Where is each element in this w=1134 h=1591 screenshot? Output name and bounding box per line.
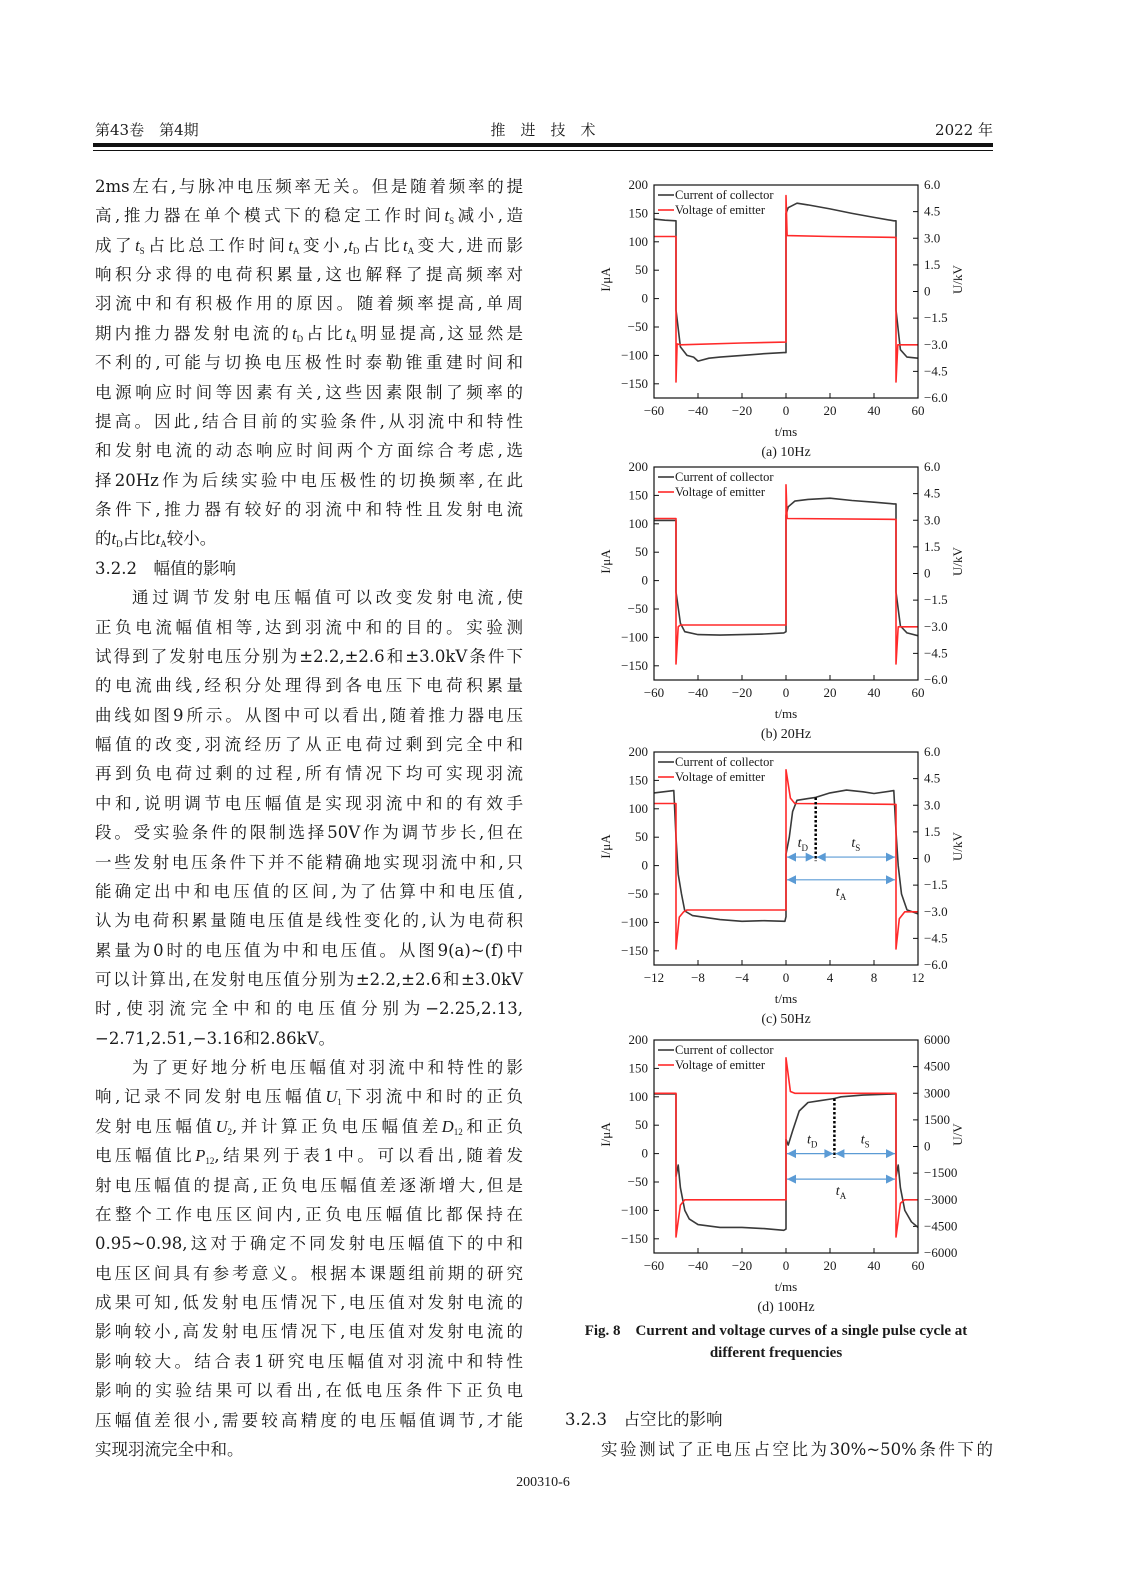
y-tick-label: 50 — [635, 544, 648, 560]
y2-tick-label: −4.5 — [924, 363, 948, 379]
y-axis-title: I/μA — [598, 1122, 613, 1147]
x-tick-label: 0 — [782, 1258, 790, 1273]
text-line: 电压幅值比$P_{12}$,结果列于表1中。可以看出,随着发 — [95, 1146, 523, 1167]
label-t-d-variable: t — [797, 836, 802, 852]
y-tick-label: −150 — [621, 657, 648, 673]
math-subscript: A — [293, 245, 300, 256]
arrow-t-d-head-right — [824, 1149, 833, 1158]
y2-tick-label: 6.0 — [924, 744, 941, 759]
chart-b-20hz — [590, 452, 970, 742]
y2-axis-title: U/V — [950, 1123, 965, 1146]
y2-tick-label: −3.0 — [924, 618, 948, 634]
y-tick-label: 150 — [628, 1060, 648, 1076]
x-tick-label: 20 — [823, 685, 837, 700]
x-tick-label: −60 — [643, 1258, 665, 1273]
label-t-d — [798, 836, 809, 853]
label-t-s-variable: t — [860, 1132, 865, 1148]
text-line: 射电压幅值的提高,正负电压幅值差逐渐增大,但是 — [95, 1175, 523, 1195]
x-tick-label: −20 — [731, 685, 753, 700]
voltage-series-line — [654, 485, 918, 664]
y-axis-title: I/μA — [598, 834, 613, 859]
math-variable: P — [195, 1146, 206, 1166]
x-tick-label: 12 — [911, 970, 925, 985]
x-tick-label: 4 — [826, 970, 834, 985]
y2-tick-label: −1.5 — [924, 310, 948, 326]
x-tick-label: 0 — [782, 685, 790, 700]
text-line: 在整个工作电压区间内,正负电压幅值比都保持在 — [95, 1204, 523, 1224]
subfigure-caption: (d) 100Hz — [757, 1300, 815, 1315]
voltage-series-line — [654, 196, 918, 382]
y2-tick-label: 3.0 — [924, 512, 941, 528]
subfigure-caption: (c) 50Hz — [761, 1012, 811, 1027]
label-t-s — [851, 836, 860, 853]
math-subscript: D — [296, 333, 304, 344]
y-axis-title: I/μA — [598, 267, 613, 292]
y-tick-label: 100 — [628, 800, 648, 816]
y2-tick-label: 4500 — [924, 1058, 950, 1074]
x-tick-label: −8 — [691, 970, 705, 985]
header-rule-thick — [93, 143, 993, 147]
y-tick-label: 100 — [628, 1088, 648, 1104]
y-tick-label: 200 — [628, 459, 648, 474]
label-t-s-variable: t — [851, 836, 856, 852]
math-variable: t — [292, 323, 297, 343]
arrow-t-a-head-left — [787, 875, 796, 884]
y2-tick-label: 3.0 — [924, 797, 941, 813]
text-line: 羽流中和有积极作用的原因。随着频率提高,单周 — [95, 294, 523, 314]
y2-tick-label: −6.0 — [924, 390, 948, 405]
label-t-a — [836, 885, 847, 902]
y-tick-label: 150 — [628, 205, 648, 221]
y-tick-label: 150 — [628, 772, 648, 788]
arrow-t-d-head-right — [806, 853, 815, 862]
header-journal-title: 推 进 技 术 — [490, 121, 596, 139]
x-tick-label: −60 — [643, 403, 665, 418]
text-line: 曲线如图9所示。从图中可以看出,随着推力器电压 — [95, 705, 523, 725]
y2-tick-label: 4.5 — [924, 485, 941, 501]
text-line: 的电流曲线,经积分处理得到各电压下电荷积累量 — [95, 676, 523, 696]
math-variable: t — [444, 206, 450, 226]
arrow-t-a-head-left — [787, 1175, 796, 1184]
text-line: 响积分求得的电荷积累量,这也解释了提高频率对 — [95, 265, 523, 285]
y-tick-label: 50 — [635, 262, 648, 278]
y-tick-label: −50 — [627, 886, 648, 901]
label-t-s — [861, 1133, 870, 1150]
y2-tick-label: −3.0 — [924, 336, 948, 352]
chart-d-100hz — [590, 1025, 970, 1315]
arrow-t-s-head-left — [817, 853, 826, 862]
label-t-d-subscript: D — [801, 843, 809, 854]
x-tick-label: 0 — [782, 970, 790, 985]
text-line: 的$t_D$占比$t_A$较小。 — [95, 529, 217, 550]
y2-tick-label: −6000 — [924, 1245, 958, 1260]
figure-caption-line1: Fig. 8 Current and voltage curves of a single pulse cycle at — [584, 1323, 968, 1339]
y2-tick-label: −6.0 — [924, 957, 948, 972]
x-axis-title: t/ms — [774, 706, 798, 721]
y2-tick-label: 4.5 — [924, 770, 941, 786]
y-tick-label: −150 — [621, 942, 648, 958]
y2-tick-label: 0 — [924, 1138, 931, 1154]
voltage-series-line — [654, 770, 918, 949]
math-subscript: D — [352, 245, 360, 256]
x-tick-label: 60 — [911, 403, 925, 418]
text-line: 正负电流幅值相等,达到羽流中和的目的。实验测 — [95, 617, 523, 637]
y-tick-label: 50 — [635, 829, 648, 845]
text-line: 电压区间具有参考意义。根据本课题组前期的研究 — [95, 1263, 523, 1283]
header-year: 2022 年 — [935, 121, 993, 139]
x-tick-label: −40 — [687, 403, 709, 418]
y2-tick-label: 6.0 — [924, 459, 941, 474]
series-group — [654, 1058, 918, 1237]
math-subscript: 2 — [227, 1126, 232, 1137]
page-number: 200310-6 — [516, 1475, 570, 1490]
label-t-a-subscript: A — [839, 891, 847, 902]
text-line: 再到负电荷过剩的过程,所有情况下均可实现羽流 — [95, 764, 523, 784]
y-tick-label: −50 — [627, 1174, 648, 1189]
y-tick-label: 50 — [635, 1117, 648, 1133]
y2-tick-label: −1.5 — [924, 592, 948, 608]
text-line: 为了更好地分析电压幅值对羽流中和特性的影 — [132, 1058, 523, 1078]
chart-b-svg — [590, 452, 970, 742]
x-tick-label: 60 — [911, 1258, 925, 1273]
y-tick-label: 0 — [641, 857, 648, 873]
y-tick-label: 150 — [628, 487, 648, 503]
legend-label: Voltage of emitter — [675, 770, 766, 784]
text-line: 和发射电流的动态响应时间两个方面综合考虑,选 — [95, 441, 523, 461]
x-tick-label: 20 — [823, 403, 837, 418]
text-line: 影响较大。结合表1研究电压幅值对羽流中和特性 — [95, 1351, 523, 1371]
math-variable: t — [288, 235, 293, 255]
legend-label: Current of collector — [675, 470, 774, 484]
math-variable: t — [155, 529, 161, 549]
chart-a-svg — [590, 170, 970, 460]
text-line: 一些发射电压条件下并不能精确地实现羽流中和,只 — [95, 852, 523, 872]
x-axis-title: t/ms — [774, 991, 798, 1006]
y2-tick-label: 1.5 — [924, 823, 941, 839]
text-line: 不利的,可能与切换电压极性时泰勒锥重建时间和 — [95, 353, 523, 373]
text-line: 高,推力器在单个模式下的稳定工作时间$t_S$减小,造 — [95, 206, 524, 227]
y-tick-label: 100 — [628, 233, 648, 249]
label-t-a-subscript: A — [839, 1191, 847, 1202]
text-line: 提高。因此,结合目前的实验条件,从羽流中和特性 — [95, 411, 523, 431]
y2-tick-label: −6.0 — [924, 672, 948, 687]
label-t-d-subscript: D — [810, 1139, 818, 1150]
y-tick-label: −100 — [621, 347, 648, 363]
y2-tick-label: 3.0 — [924, 230, 941, 246]
y2-tick-label: −4.5 — [924, 645, 948, 661]
y-tick-label: 200 — [628, 177, 648, 192]
y2-tick-label: −4500 — [924, 1218, 958, 1234]
label-t-s-subscript: S — [855, 843, 861, 854]
text-line: 响,记录不同发射电压幅值$U_1$下羽流中和时的正负 — [95, 1087, 524, 1108]
x-tick-label: −12 — [643, 970, 665, 985]
arrow-t-a-head-right — [886, 1175, 895, 1184]
x-tick-label: 8 — [870, 970, 878, 985]
text-line: 通过调节发射电压幅值可以改变发射电流,使 — [132, 588, 523, 608]
y-tick-label: −100 — [621, 1202, 648, 1218]
chart-c-svg — [590, 737, 970, 1027]
x-tick-label: 20 — [823, 1258, 837, 1273]
y-tick-label: 0 — [641, 1145, 648, 1161]
y2-axis-title: U/kV — [950, 265, 965, 294]
header-rule-thin — [93, 150, 993, 151]
legend-label: Voltage of emitter — [675, 203, 766, 217]
x-tick-label: 40 — [867, 685, 881, 700]
x-tick-label: 60 — [911, 685, 925, 700]
label-t-a-variable: t — [835, 1184, 840, 1200]
text-line: 幅值的改变,羽流经历了从正电荷过剩到完全中和 — [95, 735, 523, 755]
arrow-t-s-head-right — [886, 1149, 895, 1158]
header-volume-issue: 第43卷 第4期 — [95, 121, 199, 139]
series-group — [654, 770, 918, 949]
math-variable: t — [403, 235, 408, 255]
text-line: 成了$t_S$占比总工作时间$t_A$变小$,t_D$占比$t_A$变大,进而影 — [95, 235, 524, 256]
legend-label: Voltage of emitter — [675, 485, 766, 499]
text-line: 中和,说明调节电压幅值是实现羽流中和的有效手 — [95, 793, 523, 813]
text-line: 时,使羽流完全中和的电压值分别为−2.25,2.13, — [95, 999, 523, 1019]
section-heading-3-2-2: 3.2.2 幅值的影响 — [95, 558, 236, 578]
text-line: 2ms左右,与脉冲电压频率无关。但是随着频率的提 — [95, 177, 523, 196]
math-variable: t — [111, 529, 117, 549]
math-subscript: A — [160, 539, 167, 550]
legend-label: Current of collector — [675, 188, 774, 202]
text-line: 能确定出中和电压值的区间,为了估算中和电压值, — [95, 881, 523, 901]
text-line: 影响的实验结果可以看出,在低电压条件下正负电 — [95, 1381, 523, 1401]
y2-tick-label: 1.5 — [924, 538, 941, 554]
text-line: −2.71,2.51,−3.16和2.86kV。 — [95, 1028, 336, 1048]
label-t-a-variable: t — [835, 884, 840, 900]
label-t-s-subscript: S — [864, 1139, 870, 1150]
y2-tick-label: −1.5 — [924, 877, 948, 893]
legend-label: Current of collector — [675, 1043, 774, 1057]
y-tick-label: −100 — [621, 629, 648, 645]
text-line: 实现羽流完全中和。 — [95, 1439, 244, 1459]
x-tick-label: −40 — [687, 1258, 709, 1273]
y-tick-label: −50 — [627, 319, 648, 334]
x-tick-label: 40 — [867, 1258, 881, 1273]
text-line: 段。受实验条件的限制选择50V作为调节步长,但在 — [95, 823, 523, 843]
text-line: 可以计算出,在发射电压值分别为±2.2,±2.6和±3.0kV — [95, 969, 523, 989]
y-tick-label: −150 — [621, 1230, 648, 1246]
arrow-t-d-head-left — [787, 853, 796, 862]
subfigure-caption: (a) 10Hz — [761, 445, 811, 460]
x-tick-label: −20 — [731, 403, 753, 418]
paragraph-start: 实验测试了正电压占空比为30%~50%条件下的 — [601, 1440, 993, 1459]
text-line: 期内推力器发射电流的$t_D$占比$t_A$明显提高,这显然是 — [95, 323, 524, 344]
y2-tick-label: −3000 — [924, 1191, 958, 1207]
y-axis-title: I/μA — [598, 549, 613, 574]
y-tick-label: 0 — [641, 290, 648, 306]
y2-tick-label: −1500 — [924, 1165, 958, 1181]
legend-label: Voltage of emitter — [675, 1058, 766, 1072]
legend-label: Current of collector — [675, 755, 774, 769]
series-group — [654, 485, 918, 664]
math-variable: U — [215, 1116, 228, 1136]
math-subscript: 12 — [453, 1126, 463, 1137]
figure-caption-line2: different frequencies — [709, 1345, 843, 1361]
y2-axis-title: U/kV — [950, 832, 965, 861]
math-subscript: 12 — [205, 1156, 215, 1167]
text-line: 0.95~0.98,这对于确定不同发射电压幅值下的中和 — [95, 1234, 523, 1254]
x-axis-title: t/ms — [774, 1279, 798, 1294]
y2-axis-title: U/kV — [950, 547, 965, 576]
y2-tick-label: −3.0 — [924, 903, 948, 919]
x-tick-label: −40 — [687, 685, 709, 700]
text-line: 条件下,推力器有较好的羽流中和特性且发射电流 — [95, 500, 523, 520]
text-line: 累量为0时的电压值为中和电压值。从图9(a)~(f)中 — [95, 940, 523, 960]
x-tick-label: −4 — [735, 970, 749, 985]
subfigure-caption: (b) 20Hz — [760, 727, 812, 742]
text-line: 电源响应时间等因素有关,这些因素限制了频率的 — [95, 382, 523, 402]
y-tick-label: −150 — [621, 375, 648, 391]
arrow-t-s-head-left — [835, 1149, 844, 1158]
y2-tick-label: 4.5 — [924, 203, 941, 219]
y2-tick-label: 0 — [924, 283, 931, 299]
math-subscript: S — [449, 216, 455, 227]
text-line: 压幅值差很小,需要较高精度的电压幅值调节,才能 — [95, 1410, 523, 1430]
y-tick-label: 0 — [641, 572, 648, 588]
text-line: 择20Hz作为后续实验中电压极性的切换频率,在此 — [95, 470, 523, 490]
label-t-d-variable: t — [807, 1132, 811, 1148]
text-line: 试得到了发射电压分别为±2.2,±2.6和±3.0kV条件下 — [95, 646, 523, 666]
y-tick-label: 200 — [628, 1032, 648, 1047]
text-line: 成果可知,低发射电压情况下,电压值对发射电流的 — [95, 1293, 523, 1313]
math-variable: t — [345, 323, 351, 343]
y2-tick-label: 0 — [924, 850, 931, 866]
math-variable: D — [441, 1116, 454, 1136]
y2-tick-label: 0 — [924, 565, 931, 581]
y-tick-label: 100 — [628, 515, 648, 531]
arrow-t-a-head-right — [886, 875, 895, 884]
x-axis-title: t/ms — [774, 424, 798, 439]
y2-tick-label: 1500 — [924, 1111, 950, 1127]
section-heading-3-2-3: 3.2.3 占空比的影响 — [565, 1410, 723, 1429]
x-tick-label: 40 — [867, 403, 881, 418]
math-variable: t — [348, 235, 353, 255]
label-t-a — [836, 1184, 847, 1201]
text-line: 认为电荷积累量随电压值是线性变化的,认为电荷积 — [95, 911, 523, 931]
series-group — [654, 196, 918, 382]
arrow-t-d-head-left — [787, 1149, 796, 1158]
y2-tick-label: 6000 — [924, 1032, 950, 1047]
y2-tick-label: 6.0 — [924, 177, 941, 192]
math-subscript: A — [407, 245, 415, 256]
x-tick-label: 0 — [782, 403, 790, 418]
text-line: 影响较小,高发射电压情况下,电压值对发射电流的 — [95, 1322, 523, 1342]
y-tick-label: −100 — [621, 914, 648, 930]
y2-tick-label: 1.5 — [924, 256, 941, 272]
chart-c-50hz — [590, 737, 970, 1027]
chart-d-svg — [590, 1025, 970, 1315]
math-subscript: 1 — [337, 1097, 342, 1108]
math-subscript: S — [139, 245, 145, 256]
y-tick-label: −50 — [627, 601, 648, 616]
y-tick-label: 200 — [628, 744, 648, 759]
x-tick-label: −60 — [643, 685, 665, 700]
math-subscript: A — [350, 333, 357, 344]
chart-a-10hz — [590, 170, 970, 460]
math-variable: t — [135, 235, 140, 255]
y2-tick-label: 3000 — [924, 1085, 950, 1101]
text-line: 发射电压幅值$U_2$,并计算正负电压幅值差$D_{12}$和正负 — [95, 1116, 524, 1137]
arrow-t-s-head-right — [886, 853, 895, 862]
math-subscript: D — [116, 539, 123, 550]
math-variable: U — [325, 1087, 338, 1107]
x-tick-label: −20 — [731, 1258, 753, 1273]
label-t-d — [807, 1133, 818, 1150]
y2-tick-label: −4.5 — [924, 930, 948, 946]
